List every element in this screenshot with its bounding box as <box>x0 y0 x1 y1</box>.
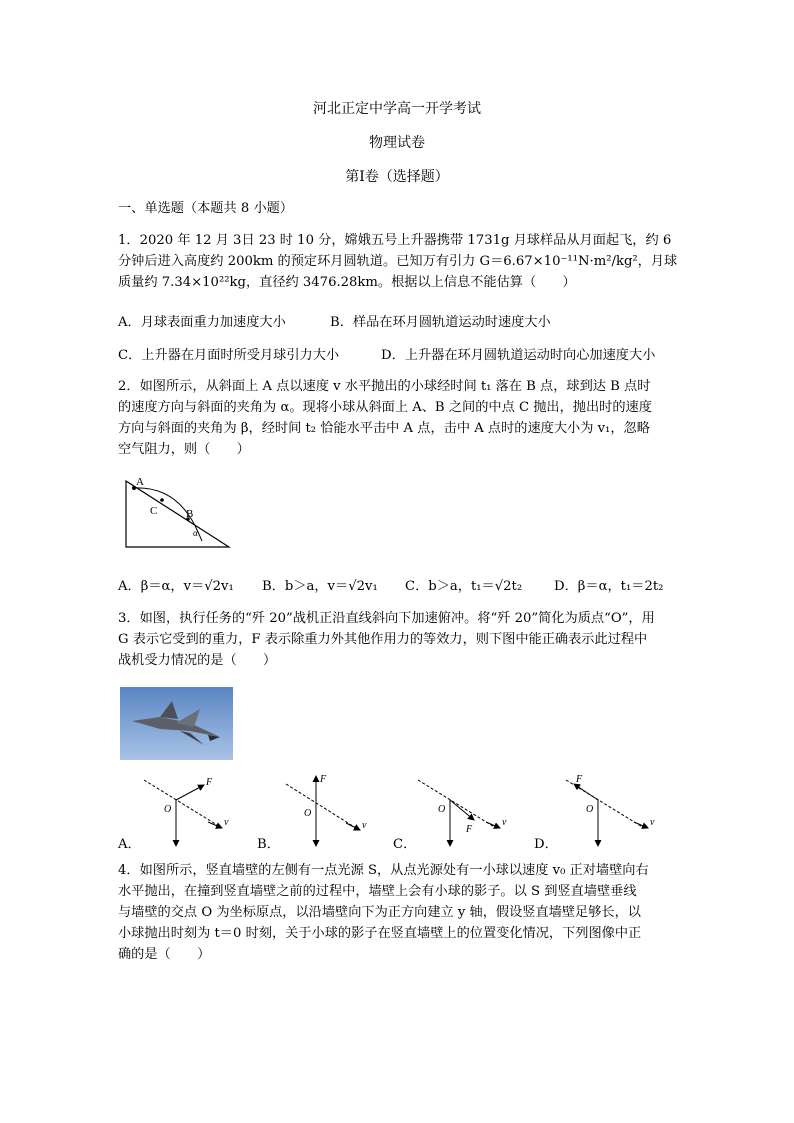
q2-line-4: 空气阻力，则（ ） <box>118 442 250 457</box>
q4-line-5: 确的是（ ） <box>118 947 211 962</box>
svg-text:O: O <box>304 808 312 819</box>
q4-line-3: 与墙壁的交点 O 为坐标原点，以沿墙壁向下为正方向建立 y 轴，假设竖直墙壁足够长，以 <box>118 905 641 920</box>
svg-text:F: F <box>466 824 473 835</box>
svg-text:F: F <box>576 774 583 785</box>
svg-text:F: F <box>206 777 213 788</box>
svg-text:v: v <box>224 817 229 828</box>
q2-line-3: 方向与斜面的夹角为 β，经时间 t₂ 恰能水平击中 A 点，击中 A 点时的速度大小为 v₁，忽略 <box>118 421 650 436</box>
q3-option-a: A． <box>118 837 141 852</box>
svg-text:v: v <box>362 820 367 831</box>
fighter-jet-photo <box>120 687 233 760</box>
point-c-label: C <box>150 505 158 517</box>
q3-option-c: C． <box>393 837 417 852</box>
part-heading: 一、单选题（本题共 8 小题） <box>118 201 294 216</box>
diagram-c <box>418 780 507 846</box>
svg-text:v: v <box>650 817 655 828</box>
exam-title: 河北正定中学高一开学考试 <box>313 101 481 117</box>
svg-text:v: v <box>502 817 507 828</box>
diagram-b <box>286 774 367 846</box>
q3-line-3: 战机受力情况的是（ ） <box>118 653 277 668</box>
q2-option-b: B．b＞a，v＝√2v₁ <box>262 579 378 594</box>
q4-line-2: 水平抛出，在撞到竖直墙壁之前的过程中，墙壁上会有小球的影子。以 S 到竖直墙壁垂线 <box>118 884 637 899</box>
q3-line-2: G 表示它受到的重力，F 表示除重力外其他作用力的等效力，则下图中能正确表示此过程中 <box>118 632 648 647</box>
point-b-label: B <box>186 508 194 520</box>
q2-option-a: A．β＝α，v＝√2v₁ <box>118 579 234 594</box>
q1-line-1: 1．2020 年 12 月 3日 23 时 10 分，嫦娥五号上升器携带 1731g 月球样品从月面起飞，约 6 <box>118 233 672 248</box>
point-a-label: A <box>136 476 144 488</box>
q4-line-4: 小球抛出时刻为 t＝0 时刻，关于小球的影子在竖直墙壁上的位置变化情况，下列图像中正 <box>118 926 642 941</box>
q1-line-2: 分钟后进入高度约 200km 的预定环月圆轨道。已知万有引力 G＝6.67×10⁻¹¹N·m²/kg²，月球 <box>118 254 678 269</box>
q1-option-a: A．月球表面重力加速度大小 <box>118 315 286 330</box>
incline-diagram <box>118 474 238 554</box>
svg-text:O: O <box>164 804 172 815</box>
svg-text:F: F <box>320 774 327 785</box>
q1-line-3: 质量约 7.34×10²²kg，直径约 3476.28km。根据以上信息不能估算（ ） <box>118 275 576 290</box>
diagram-a <box>144 777 229 846</box>
q1-option-d: D．上升器在环月圆轨道运动时向心加速度大小 <box>381 348 656 363</box>
q4-line-1: 4．如图所示，竖直墙壁的左侧有一点光源 S，从点光源处有一小球以速度 v₀ 正对墙壁向右 <box>118 863 649 878</box>
section-heading: 第Ⅰ卷（选择题） <box>345 169 449 185</box>
svg-text:O: O <box>438 804 446 815</box>
exam-subtitle: 物理试卷 <box>369 135 425 151</box>
q1-option-b: B．样品在环月圆轨道运动时速度大小 <box>330 315 551 330</box>
q1-option-c: C．上升器在月面时所受月球引力大小 <box>118 348 340 363</box>
diagram-d <box>566 774 655 846</box>
q3-line-1: 3．如图，执行任务的“歼 20”战机正沿直线斜向下加速俯冲。将“歼 20”简化为质点“O”，用 <box>118 611 655 626</box>
alpha-label: α <box>193 528 198 538</box>
q2-line-2: 的速度方向与斜面的夹角为 α。现将小球从斜面上 A、B 之间的中点 C 抛出，抛出时的速度 <box>118 400 652 415</box>
q2-option-d: D．β＝α，t₁＝2t₂ <box>554 579 664 594</box>
q2-option-c: C．b＞a，t₁＝√2t₂ <box>405 579 523 594</box>
q3-option-b: B． <box>257 837 280 852</box>
q2-line-1: 2．如图所示，从斜面上 A 点以速度 v 水平抛出的小球经时间 t₁ 落在 B 点，球到达 B 点时 <box>118 379 651 394</box>
q3-option-d: D． <box>534 837 558 852</box>
svg-text:O: O <box>586 804 594 815</box>
